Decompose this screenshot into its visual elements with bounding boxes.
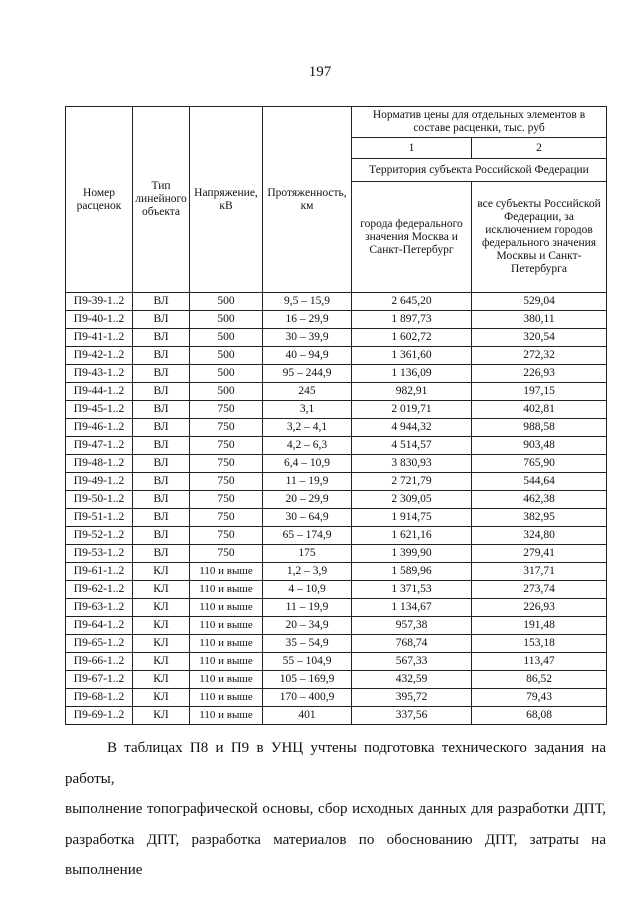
cell-code: П9-51-1..2 bbox=[66, 509, 133, 527]
cell-code: П9-45-1..2 bbox=[66, 401, 133, 419]
cell-length: 11 – 19,9 bbox=[263, 599, 352, 617]
cell-price-other: 765,90 bbox=[472, 455, 607, 473]
cell-code: П9-48-1..2 bbox=[66, 455, 133, 473]
cell-length: 170 – 400,9 bbox=[263, 689, 352, 707]
table-row bbox=[66, 383, 607, 401]
cell-voltage: 500 bbox=[190, 347, 263, 365]
cell-price-other: 320,54 bbox=[472, 329, 607, 347]
cell-code: П9-46-1..2 bbox=[66, 419, 133, 437]
cell-line-type: ВЛ bbox=[133, 329, 190, 347]
table-row bbox=[66, 563, 607, 581]
cell-price-moscow-spb: 982,91 bbox=[352, 383, 472, 401]
cell-line-type: КЛ bbox=[133, 563, 190, 581]
cell-line-type: ВЛ bbox=[133, 401, 190, 419]
header-territory: Территория субъекта Российской Федерации bbox=[352, 159, 607, 182]
cell-length: 40 – 94,9 bbox=[263, 347, 352, 365]
cell-length: 35 – 54,9 bbox=[263, 635, 352, 653]
cell-voltage: 110 и выше bbox=[190, 653, 263, 671]
cell-length: 9,5 – 15,9 bbox=[263, 293, 352, 311]
cell-length: 20 – 34,9 bbox=[263, 617, 352, 635]
cell-line-type: ВЛ bbox=[133, 491, 190, 509]
cell-line-type: КЛ bbox=[133, 671, 190, 689]
table-row bbox=[66, 671, 607, 689]
cell-length: 65 – 174,9 bbox=[263, 527, 352, 545]
cell-length: 30 – 64,9 bbox=[263, 509, 352, 527]
cell-price-moscow-spb: 1 361,60 bbox=[352, 347, 472, 365]
header-price-group: Норматив цены для отдельных элементов в составе расценки, тыс. руб bbox=[352, 107, 607, 138]
table-body bbox=[66, 293, 607, 725]
cell-voltage: 110 и выше bbox=[190, 581, 263, 599]
cell-length: 55 – 104,9 bbox=[263, 653, 352, 671]
cell-code: П9-49-1..2 bbox=[66, 473, 133, 491]
cell-voltage: 750 bbox=[190, 437, 263, 455]
cell-code: П9-47-1..2 bbox=[66, 437, 133, 455]
cell-price-other: 226,93 bbox=[472, 365, 607, 383]
cell-line-type: ВЛ bbox=[133, 293, 190, 311]
header-other-regions: все субъекты Российской Федерации, за исключением городов федерального значения Москвы и Санкт-Петербурга bbox=[472, 182, 607, 293]
header-voltage: Напряжение, кВ bbox=[190, 107, 263, 293]
cell-voltage: 750 bbox=[190, 527, 263, 545]
cell-voltage: 500 bbox=[190, 293, 263, 311]
cell-code: П9-69-1..2 bbox=[66, 707, 133, 725]
cell-voltage: 110 и выше bbox=[190, 563, 263, 581]
cell-voltage: 110 и выше bbox=[190, 635, 263, 653]
cell-voltage: 750 bbox=[190, 473, 263, 491]
cell-voltage: 750 bbox=[190, 419, 263, 437]
cell-price-other: 153,18 bbox=[472, 635, 607, 653]
cell-price-other: 86,52 bbox=[472, 671, 607, 689]
cell-code: П9-42-1..2 bbox=[66, 347, 133, 365]
cell-line-type: КЛ bbox=[133, 617, 190, 635]
cell-price-moscow-spb: 1 371,53 bbox=[352, 581, 472, 599]
table-row bbox=[66, 473, 607, 491]
cell-code: П9-62-1..2 bbox=[66, 581, 133, 599]
cell-price-moscow-spb: 337,56 bbox=[352, 707, 472, 725]
table-row bbox=[66, 437, 607, 455]
cell-code: П9-43-1..2 bbox=[66, 365, 133, 383]
table-row bbox=[66, 365, 607, 383]
page-number: 197 bbox=[308, 64, 332, 80]
cell-voltage: 750 bbox=[190, 491, 263, 509]
price-norms-table bbox=[65, 106, 607, 725]
cell-price-moscow-spb: 567,33 bbox=[352, 653, 472, 671]
table-row bbox=[66, 599, 607, 617]
cell-price-other: 279,41 bbox=[472, 545, 607, 563]
cell-line-type: ВЛ bbox=[133, 473, 190, 491]
cell-price-other: 68,08 bbox=[472, 707, 607, 725]
table-row bbox=[66, 653, 607, 671]
cell-code: П9-64-1..2 bbox=[66, 617, 133, 635]
table-row bbox=[66, 617, 607, 635]
table-row bbox=[66, 329, 607, 347]
cell-length: 401 bbox=[263, 707, 352, 725]
cell-code: П9-50-1..2 bbox=[66, 491, 133, 509]
cell-price-moscow-spb: 957,38 bbox=[352, 617, 472, 635]
cell-price-other: 462,38 bbox=[472, 491, 607, 509]
cell-length: 95 – 244,9 bbox=[263, 365, 352, 383]
table-row bbox=[66, 545, 607, 563]
cell-length: 3,2 – 4,1 bbox=[263, 419, 352, 437]
cell-price-other: 903,48 bbox=[472, 437, 607, 455]
cell-length: 3,1 bbox=[263, 401, 352, 419]
cell-price-moscow-spb: 2 721,79 bbox=[352, 473, 472, 491]
cell-voltage: 750 bbox=[190, 509, 263, 527]
cell-price-moscow-spb: 1 399,90 bbox=[352, 545, 472, 563]
table-row bbox=[66, 581, 607, 599]
cell-line-type: ВЛ bbox=[133, 311, 190, 329]
table-row bbox=[66, 635, 607, 653]
cell-price-other: 544,64 bbox=[472, 473, 607, 491]
cell-price-other: 191,48 bbox=[472, 617, 607, 635]
cell-code: П9-65-1..2 bbox=[66, 635, 133, 653]
cell-voltage: 110 и выше bbox=[190, 689, 263, 707]
body-paragraph bbox=[65, 733, 606, 886]
cell-voltage: 500 bbox=[190, 383, 263, 401]
cell-price-moscow-spb: 395,72 bbox=[352, 689, 472, 707]
cell-price-other: 380,11 bbox=[472, 311, 607, 329]
paragraph-line: В таблицах П8 и П9 в УНЦ учтены подготовка технического задания на работы, bbox=[65, 740, 606, 787]
header-moscow-spb: города федерального значения Москва и Санкт-Петербург bbox=[352, 182, 472, 293]
cell-voltage: 500 bbox=[190, 329, 263, 347]
table-row bbox=[66, 419, 607, 437]
cell-voltage: 750 bbox=[190, 545, 263, 563]
cell-code: П9-40-1..2 bbox=[66, 311, 133, 329]
cell-price-moscow-spb: 1 589,96 bbox=[352, 563, 472, 581]
cell-line-type: ВЛ bbox=[133, 347, 190, 365]
cell-price-moscow-spb: 2 309,05 bbox=[352, 491, 472, 509]
cell-length: 20 – 29,9 bbox=[263, 491, 352, 509]
cell-length: 175 bbox=[263, 545, 352, 563]
cell-voltage: 110 и выше bbox=[190, 671, 263, 689]
cell-price-other: 317,71 bbox=[472, 563, 607, 581]
cell-line-type: ВЛ bbox=[133, 437, 190, 455]
cell-voltage: 500 bbox=[190, 311, 263, 329]
cell-price-other: 402,81 bbox=[472, 401, 607, 419]
cell-price-other: 382,95 bbox=[472, 509, 607, 527]
paragraph-line: разработка ДПТ, разработка материалов по обоснованию ДПТ, затраты на выполнение bbox=[65, 831, 606, 878]
cell-line-type: КЛ bbox=[133, 707, 190, 725]
cell-length: 16 – 29,9 bbox=[263, 311, 352, 329]
cell-length: 245 bbox=[263, 383, 352, 401]
cell-line-type: ВЛ bbox=[133, 455, 190, 473]
cell-price-other: 988,58 bbox=[472, 419, 607, 437]
header-line-type: Тип линейного объекта bbox=[133, 107, 190, 293]
cell-length: 1,2 – 3,9 bbox=[263, 563, 352, 581]
cell-price-other: 226,93 bbox=[472, 599, 607, 617]
table-row bbox=[66, 401, 607, 419]
header-col-2: 2 bbox=[472, 138, 607, 159]
cell-line-type: КЛ bbox=[133, 599, 190, 617]
cell-length: 4 – 10,9 bbox=[263, 581, 352, 599]
cell-price-moscow-spb: 1 621,16 bbox=[352, 527, 472, 545]
cell-price-moscow-spb: 768,74 bbox=[352, 635, 472, 653]
cell-voltage: 110 и выше bbox=[190, 599, 263, 617]
cell-line-type: ВЛ bbox=[133, 383, 190, 401]
paragraph-line: выполнение топографической основы, сбор исходных данных для разработки ДПТ, bbox=[65, 801, 606, 817]
cell-code: П9-66-1..2 bbox=[66, 653, 133, 671]
header-code: Номер расценок bbox=[66, 107, 133, 293]
table-row bbox=[66, 311, 607, 329]
cell-price-other: 273,74 bbox=[472, 581, 607, 599]
cell-length: 4,2 – 6,3 bbox=[263, 437, 352, 455]
cell-voltage: 750 bbox=[190, 455, 263, 473]
table-row bbox=[66, 455, 607, 473]
cell-line-type: КЛ bbox=[133, 581, 190, 599]
cell-price-moscow-spb: 1 602,72 bbox=[352, 329, 472, 347]
cell-length: 105 – 169,9 bbox=[263, 671, 352, 689]
table-row bbox=[66, 527, 607, 545]
cell-price-moscow-spb: 432,59 bbox=[352, 671, 472, 689]
cell-price-other: 529,04 bbox=[472, 293, 607, 311]
cell-code: П9-39-1..2 bbox=[66, 293, 133, 311]
cell-price-moscow-spb: 1 134,67 bbox=[352, 599, 472, 617]
cell-voltage: 500 bbox=[190, 365, 263, 383]
cell-voltage: 110 и выше bbox=[190, 617, 263, 635]
cell-code: П9-67-1..2 bbox=[66, 671, 133, 689]
table-row bbox=[66, 689, 607, 707]
cell-line-type: ВЛ bbox=[133, 365, 190, 383]
cell-code: П9-63-1..2 bbox=[66, 599, 133, 617]
table-row bbox=[66, 707, 607, 725]
cell-code: П9-53-1..2 bbox=[66, 545, 133, 563]
cell-line-type: ВЛ bbox=[133, 419, 190, 437]
cell-price-moscow-spb: 2 019,71 bbox=[352, 401, 472, 419]
cell-price-other: 272,32 bbox=[472, 347, 607, 365]
cell-line-type: ВЛ bbox=[133, 545, 190, 563]
cell-line-type: ВЛ bbox=[133, 509, 190, 527]
cell-length: 11 – 19,9 bbox=[263, 473, 352, 491]
header-col-1: 1 bbox=[352, 138, 472, 159]
cell-code: П9-44-1..2 bbox=[66, 383, 133, 401]
cell-line-type: КЛ bbox=[133, 635, 190, 653]
cell-line-type: ВЛ bbox=[133, 527, 190, 545]
cell-voltage: 750 bbox=[190, 401, 263, 419]
cell-price-other: 324,80 bbox=[472, 527, 607, 545]
cell-price-moscow-spb: 4 944,32 bbox=[352, 419, 472, 437]
table-row bbox=[66, 293, 607, 311]
cell-price-moscow-spb: 2 645,20 bbox=[352, 293, 472, 311]
cell-code: П9-41-1..2 bbox=[66, 329, 133, 347]
table-row bbox=[66, 347, 607, 365]
cell-price-other: 79,43 bbox=[472, 689, 607, 707]
cell-price-other: 113,47 bbox=[472, 653, 607, 671]
header-length: Протяженность, км bbox=[263, 107, 352, 293]
cell-voltage: 110 и выше bbox=[190, 707, 263, 725]
cell-code: П9-68-1..2 bbox=[66, 689, 133, 707]
cell-line-type: КЛ bbox=[133, 689, 190, 707]
cell-line-type: КЛ bbox=[133, 653, 190, 671]
cell-code: П9-61-1..2 bbox=[66, 563, 133, 581]
cell-price-moscow-spb: 3 830,93 bbox=[352, 455, 472, 473]
table-row bbox=[66, 491, 607, 509]
cell-code: П9-52-1..2 bbox=[66, 527, 133, 545]
cell-price-moscow-spb: 1 914,75 bbox=[352, 509, 472, 527]
cell-price-moscow-spb: 4 514,57 bbox=[352, 437, 472, 455]
table-row bbox=[66, 509, 607, 527]
cell-price-other: 197,15 bbox=[472, 383, 607, 401]
cell-length: 30 – 39,9 bbox=[263, 329, 352, 347]
cell-price-moscow-spb: 1 136,09 bbox=[352, 365, 472, 383]
cell-length: 6,4 – 10,9 bbox=[263, 455, 352, 473]
cell-price-moscow-spb: 1 897,73 bbox=[352, 311, 472, 329]
